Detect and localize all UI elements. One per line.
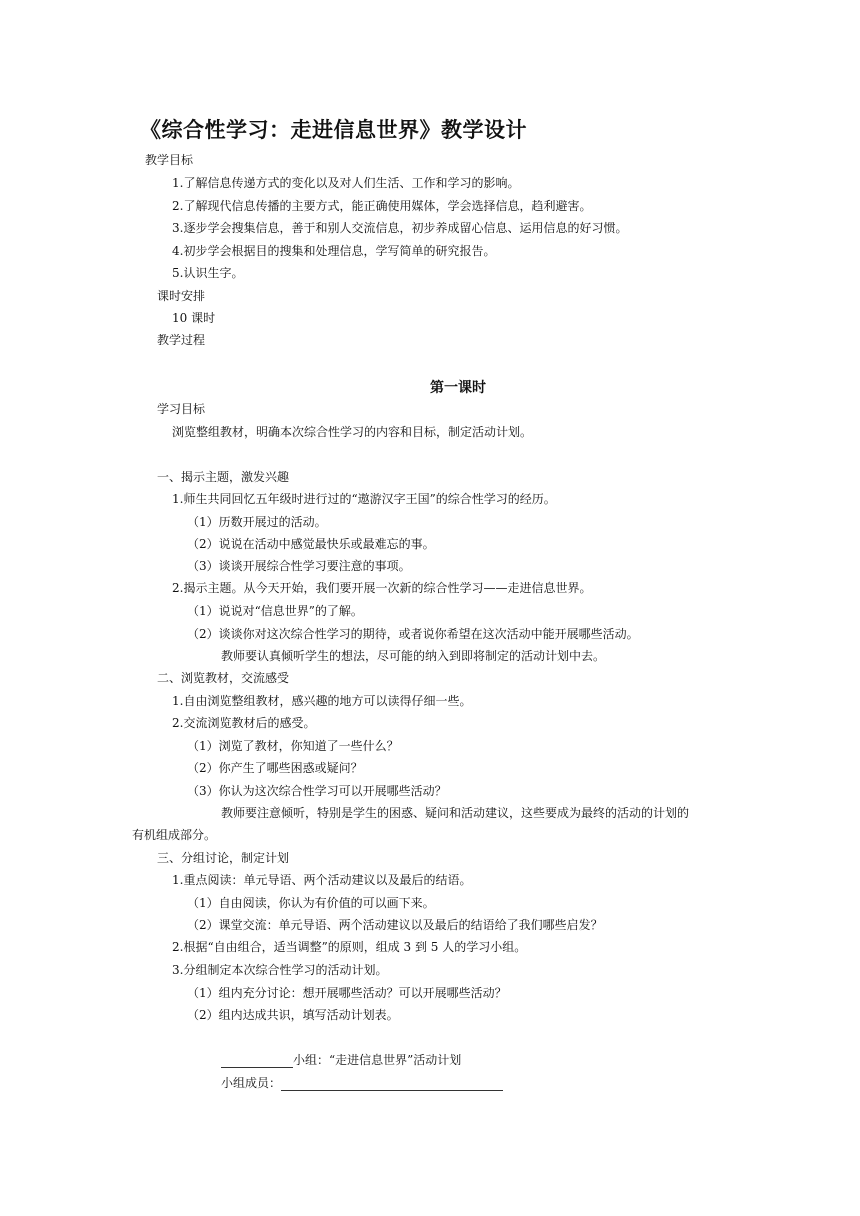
members-blank[interactable] [281,1078,503,1091]
sub-step: （2）谈谈你对这次综合性学习的期待，或者说你希望在这次活动中能开展哪些活动。 [187,627,639,641]
sub-step: （1）说说对“信息世界”的了解。 [187,604,363,618]
goal-text: 浏览整组教材，明确本次综合性学习的内容和目标，制定活动计划。 [172,425,533,439]
step: 1.重点阅读：单元导语、两个活动建议以及最后的结语。 [172,873,472,887]
objective-item: 2.了解现代信息传播的主要方式，能正确使用媒体，学会选择信息，趋利避害。 [172,199,592,213]
process-heading: 教学过程 [157,333,206,347]
sub-step: （1）浏览了教材，你知道了一些什么？ [187,739,399,753]
objective-item: 1.了解信息传递方式的变化以及对人们生活、工作和学习的影响。 [172,176,520,190]
step: 3.分组制定本次综合性学习的活动计划。 [172,963,388,977]
objectives-heading: 教学目标 [145,153,194,167]
teacher-note: 教师要认真倾听学生的想法，尽可能的纳入到即将制定的活动计划中去。 [221,649,606,663]
sub-step: （1）历数开展过的活动。 [187,515,327,529]
step: 1.师生共同回忆五年级时进行过的“遨游汉字王国”的综合性学习的经历。 [172,492,556,506]
goal-heading: 学习目标 [157,402,206,416]
objective-item: 5.认识生字。 [172,266,244,280]
sub-step: （3）谈谈开展综合性学习要注意的事项。 [187,559,411,573]
sub-step: （2）组内达成共识，填写活动计划表。 [187,1008,399,1022]
section-heading: 一、揭示主题，激发兴趣 [157,470,290,484]
step: 2.揭示主题。从今天开始，我们要开展一次新的综合性学习——走进信息世界。 [172,581,592,595]
section-heading: 三、分组讨论，制定计划 [157,851,290,865]
group-name-blank[interactable] [221,1055,293,1068]
schedule-value: 10 课时 [172,311,216,325]
objective-item: 4.初步学会根据目的搜集和处理信息，学写简单的研究报告。 [172,244,496,258]
teacher-note-continued: 有机组成部分。 [132,828,217,842]
step: 2.交流浏览教材后的感受。 [172,716,316,730]
sub-step: （1）组内充分讨论：想开展哪些活动？可以开展哪些活动？ [187,986,507,1000]
schedule-heading: 课时安排 [157,289,206,303]
members-label: 小组成员： [221,1076,282,1090]
teacher-note: 教师要注意倾听，特别是学生的困惑、疑问和活动建议，这些要成为最终的活动的计划的 [221,806,690,820]
document-title: 《综合性学习：走进信息世界》教学设计 [140,118,527,142]
members-line [221,1075,503,1091]
step: 1.自由浏览整组教材，感兴趣的地方可以读得仔细一些。 [172,694,472,708]
lesson-heading: 第一课时 [430,380,486,396]
section-heading: 二、浏览教材，交流感受 [157,671,290,685]
objective-item: 3.逐步学会搜集信息，善于和别人交流信息，初步养成留心信息、运用信息的好习惯。 [172,221,628,235]
sub-step: （2）你产生了哪些困惑或疑问？ [187,761,363,775]
sub-step: （3）你认为这次综合性学习可以开展哪些活动？ [187,784,447,798]
step: 2.根据“自由组合，适当调整”的原则，组成 3 到 5 人的学习小组。 [172,940,527,954]
sub-step: （2）说说在活动中感觉最快乐或最难忘的事。 [187,537,435,551]
plan-title: 小组：“走进信息世界”活动计划 [293,1053,462,1067]
plan-title-line [221,1052,461,1068]
sub-step: （1）自由阅读，你认为有价值的可以画下来。 [187,896,435,910]
sub-step: （2）课堂交流：单元导语、两个活动建议以及最后的结语给了我们哪些启发？ [187,918,603,932]
